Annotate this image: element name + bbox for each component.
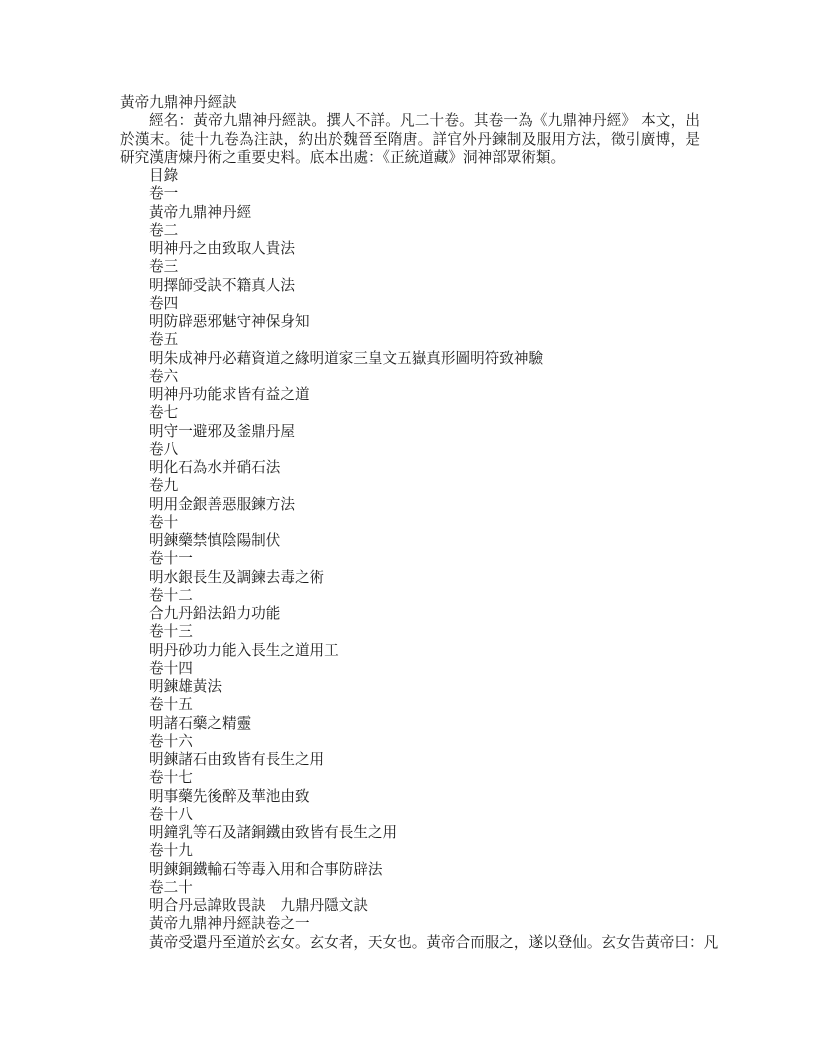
chapter-heading: 黃帝九鼎神丹經訣卷之一 <box>149 915 310 933</box>
document-title: 黃帝九鼎神丹經訣 <box>120 94 237 111</box>
toc-volume-label: 卷三 <box>149 258 179 276</box>
toc-volume-title: 明防辟惡邪魅守神保身知 <box>149 313 310 330</box>
toc-volume-title: 明鐘乳等石及諸銅鐵由致皆有長生之用 <box>149 824 398 841</box>
toc-volume-label: 卷十九 <box>149 842 193 860</box>
toc-volume-title: 明用金銀善惡服鍊方法 <box>149 495 295 513</box>
toc-volume-label: 卷十八 <box>149 805 193 823</box>
toc-volume-label: 卷十三 <box>149 623 193 641</box>
toc-volume-title: 明水銀長生及調鍊去毒之術 <box>149 568 325 586</box>
toc-volume-title: 明鍊雄黃法 <box>149 678 222 695</box>
toc-volume-label: 卷十五 <box>149 696 193 714</box>
toc-volume-label: 卷十一 <box>149 550 193 568</box>
toc-volume-title: 明朱成神丹必藉資道之緣明道家三皇文五嶽真形圖明符致神驗 <box>149 349 544 367</box>
toc-volume-label: 卷六 <box>149 367 179 385</box>
toc-volume-label: 卷九 <box>149 477 179 495</box>
toc-volume-label: 卷十四 <box>149 659 193 677</box>
toc-volume-label: 卷二十 <box>149 878 193 896</box>
toc-volume-title: 明丹砂功力能入長生之道用工 <box>149 641 339 659</box>
toc-volume-title: 明神丹之由致取人貴法 <box>149 240 295 257</box>
toc-volume-title: 明鍊藥禁慎陰陽制伏 <box>149 532 281 549</box>
toc-volume-label: 卷十六 <box>149 732 193 750</box>
body-text: 黃帝受還丹至道於玄女。玄女者，天女也。黃帝合而服之，遂以登仙。玄女告黃帝曰：凡 <box>149 933 719 951</box>
toc-volume-label: 卷七 <box>149 404 179 422</box>
toc-volume-title: 明神丹功能求皆有益之道 <box>149 386 310 403</box>
toc-volume-label: 卷十七 <box>149 769 193 787</box>
toc-volume-label: 卷八 <box>149 440 179 458</box>
toc-volume-label: 卷二 <box>149 221 179 239</box>
table-of-contents <box>120 185 700 915</box>
toc-volume-title: 黃帝九鼎神丹經 <box>149 203 252 221</box>
toc-volume-title: 明鍊銅鐵輸石等毒入用和合事防辟法 <box>149 860 383 878</box>
toc-volume-label: 卷一 <box>149 185 179 203</box>
toc-volume-title: 明化石為水并硝石法 <box>149 459 281 476</box>
document-page <box>120 94 719 952</box>
toc-heading: 目錄 <box>149 167 179 184</box>
toc-volume-title: 明擇師受訣不籍真人法 <box>149 276 295 294</box>
toc-volume-title: 明事藥先後醉及華池由致 <box>149 787 310 805</box>
summary-paragraph: 經名：黃帝九鼎神丹經訣。撰人不詳。凡二十卷。其卷一為《九鼎神丹經》 本文，出於漢末。徒十九卷為注訣，約出於魏晉至隋唐。詳官外丹鍊制及服用方法，徵引廣博，是研究漢唐煉丹術之重要史料。底本出處：《正統道藏》洞神部眾術類。 <box>120 112 700 166</box>
toc-volume-label: 卷五 <box>149 331 179 349</box>
toc-volume-title: 明守一避邪及釜鼎丹屋 <box>149 422 295 440</box>
toc-volume-label: 卷四 <box>149 294 179 312</box>
toc-volume-title: 合九丹鉛法鉛力功能 <box>149 605 281 622</box>
toc-volume-title: 明鍊諸石由致皆有長生之用 <box>149 751 325 768</box>
toc-volume-title: 明合丹忌諱敗畏訣 九鼎丹隱文訣 <box>149 897 368 914</box>
toc-volume-label: 卷十 <box>149 513 179 531</box>
toc-volume-title: 明諸石藥之精靈 <box>149 714 252 732</box>
toc-volume-label: 卷十二 <box>149 586 193 604</box>
